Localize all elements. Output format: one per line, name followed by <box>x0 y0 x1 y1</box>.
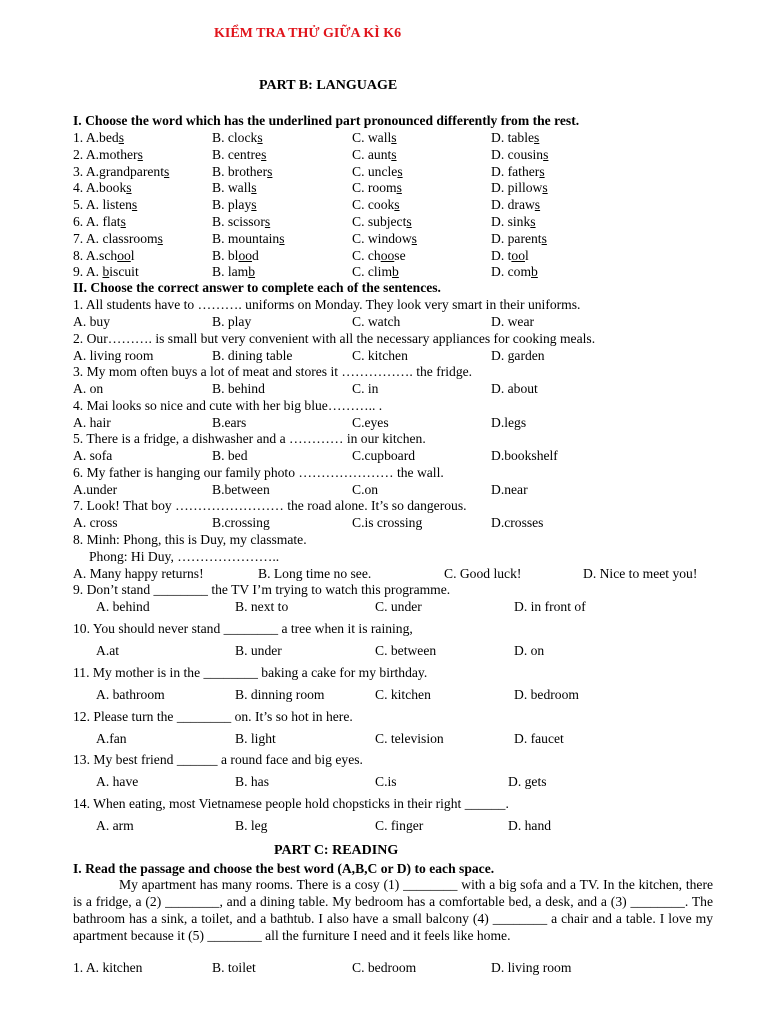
option-text: C. room <box>352 180 397 196</box>
underlined-part: s <box>261 146 267 162</box>
option-a[interactable] <box>73 164 169 180</box>
option-c[interactable]: C. watch <box>352 314 401 329</box>
option-b[interactable]: B. next to <box>235 599 289 614</box>
option-d[interactable]: D. on <box>514 643 545 658</box>
option-b[interactable] <box>212 264 255 280</box>
option-text: 9. A. <box>73 264 103 280</box>
option-text: C. cook <box>352 197 395 213</box>
answers-14 <box>96 818 768 835</box>
question-2: 2. Our………. is small but very convenient with all the necessary appliances for cooking meals. <box>73 331 596 346</box>
option-c[interactable]: C. under <box>375 599 422 614</box>
pronunciation-question-7 <box>73 231 753 248</box>
option-c[interactable]: C. television <box>375 731 444 746</box>
option-b[interactable]: B. play <box>212 314 252 329</box>
answers-5 <box>73 448 753 465</box>
underlined-part: s <box>543 146 549 162</box>
option-c[interactable]: C. finger <box>375 818 424 833</box>
option-d[interactable]: D. garden <box>491 348 545 363</box>
underlined-part: s <box>391 146 397 162</box>
option-c[interactable]: C. Good luck! <box>444 566 522 581</box>
underlined-part: s <box>251 180 257 196</box>
question-7: 7. Look! That boy …………………… the road alone. It’s so dangerous. <box>73 498 467 513</box>
underlined-part: s <box>257 130 263 145</box>
option-text: 7. A. classroom <box>73 230 158 246</box>
option-a[interactable]: A.fan <box>96 731 127 746</box>
underlined-part: s <box>542 180 548 196</box>
option-text: D. father <box>491 163 540 179</box>
option-text: D. draw <box>491 197 535 213</box>
underlined-part: s <box>157 230 163 246</box>
option-b[interactable]: B. dining table <box>212 348 293 363</box>
answers-2 <box>73 348 753 365</box>
part-b-heading: PART B: LANGUAGE <box>259 78 398 93</box>
option-b[interactable]: B. leg <box>235 818 268 833</box>
option-a[interactable]: A. have <box>96 774 139 789</box>
option-text: 8. A.sch <box>73 247 118 263</box>
option-a[interactable]: A. sofa <box>73 448 113 463</box>
option-text: C. clim <box>352 264 393 280</box>
option-c[interactable]: C. kitchen <box>375 687 431 702</box>
underlined-part: s <box>279 230 285 246</box>
option-d[interactable]: D. bedroom <box>514 687 579 702</box>
underlined-part: s <box>391 130 397 145</box>
option-text: 4. A.book <box>73 180 127 196</box>
option-d[interactable]: D. faucet <box>514 731 564 746</box>
option-c[interactable] <box>352 264 399 280</box>
option-d[interactable] <box>491 264 538 280</box>
option-b[interactable]: B. has <box>235 774 269 789</box>
option-b[interactable]: B. under <box>235 643 282 658</box>
option-d[interactable]: D.bookshelf <box>491 448 558 463</box>
option-a[interactable] <box>73 231 163 247</box>
option-text: D. table <box>491 130 535 145</box>
page-title: KIỂM TRA THỬ GIỮA KÌ K6 <box>214 26 402 41</box>
option-c[interactable] <box>352 197 400 213</box>
option-d[interactable] <box>491 231 547 247</box>
option-a[interactable]: A. cross <box>73 515 118 530</box>
option-d[interactable]: D. living room <box>491 960 572 975</box>
option-a[interactable]: A. Many happy returns! <box>73 566 204 581</box>
option-c[interactable]: C. bedroom <box>352 960 417 975</box>
option-a[interactable] <box>73 147 143 163</box>
option-c[interactable]: C.cupboard <box>352 448 416 463</box>
option-text: 6. A. flat <box>73 214 121 229</box>
option-b[interactable]: B.crossing <box>212 515 270 530</box>
option-d[interactable]: D.crosses <box>491 515 544 530</box>
option-text: B. centre <box>212 146 262 162</box>
question-3: 3. My mom often buys a lot of meat and stores it ……………. the fridge. <box>73 364 473 379</box>
reading-answers-1 <box>73 960 753 977</box>
underlined-part: s <box>541 230 547 246</box>
option-b[interactable]: B. dinning room <box>235 687 325 702</box>
answers-6 <box>73 482 753 499</box>
option-b[interactable] <box>212 180 257 196</box>
option-a[interactable] <box>73 264 139 280</box>
option-d[interactable] <box>491 214 536 230</box>
option-c[interactable]: C.is crossing <box>352 515 423 530</box>
option-c[interactable] <box>352 231 417 247</box>
underlined-part: s <box>251 197 257 213</box>
option-text: C. subject <box>352 214 407 229</box>
option-c[interactable] <box>352 164 403 180</box>
question-14: 14. When eating, most Vietnamese people hold chopsticks in their right ______. <box>73 796 509 811</box>
option-text: 1. A.bed <box>73 130 119 145</box>
option-d[interactable]: D. wear <box>491 314 535 329</box>
underlined-part: oo <box>511 247 525 263</box>
question-4: 4. Mai looks so nice and cute with her big blue……….. . <box>73 398 383 413</box>
answers-3 <box>73 381 753 398</box>
question-9: 9. Don’t stand ________ the TV I’m trying to watch this programme. <box>73 582 451 597</box>
option-b[interactable] <box>212 130 263 146</box>
option-text: C. aunt <box>352 146 392 162</box>
option-text-end: l <box>524 247 529 263</box>
option-b[interactable]: B. light <box>235 731 276 746</box>
underlined-part: b <box>248 264 256 280</box>
underlined-part: b <box>102 264 110 280</box>
answers-11 <box>96 687 768 704</box>
option-b[interactable] <box>212 147 266 163</box>
question-5: 5. There is a fridge, a dishwasher and a ………… in our kitchen. <box>73 431 426 446</box>
option-d[interactable]: D. hand <box>508 818 552 833</box>
underlined-part: s <box>411 230 417 246</box>
option-b[interactable]: B. Long time no see. <box>258 566 372 581</box>
option-b[interactable] <box>212 164 272 180</box>
question-12: 12. Please turn the ________ on. It’s so hot in here. <box>73 709 353 724</box>
option-d[interactable] <box>491 180 548 196</box>
underlined-part: s <box>118 130 124 145</box>
pronunciation-question-4 <box>73 180 753 197</box>
option-c[interactable]: C.on <box>352 482 379 497</box>
option-d[interactable]: D.near <box>491 482 528 497</box>
pronunciation-question-8 <box>73 248 753 265</box>
option-b[interactable]: B.between <box>212 482 270 497</box>
option-text: 5. A. listen <box>73 197 132 213</box>
option-b[interactable] <box>212 248 259 264</box>
option-c[interactable]: C.eyes <box>352 415 389 430</box>
answers-8 <box>73 566 753 583</box>
option-d[interactable] <box>491 147 548 163</box>
option-text: 2. A.mother <box>73 146 138 162</box>
option-a[interactable]: A. behind <box>96 599 150 614</box>
option-b[interactable] <box>212 197 257 213</box>
question-6: 6. My father is hanging our family photo ………………… the wall. <box>73 465 444 480</box>
reading-passage <box>73 876 713 944</box>
option-c[interactable] <box>352 130 397 146</box>
option-d[interactable]: D.legs <box>491 415 527 430</box>
underlined-part: oo <box>238 247 253 263</box>
option-text: D. parent <box>491 230 542 246</box>
underlined-part: s <box>534 130 540 145</box>
option-c[interactable] <box>352 147 397 163</box>
underlined-part: s <box>394 197 400 213</box>
option-text: B. mountain <box>212 230 280 246</box>
pronunciation-question-2 <box>73 147 753 164</box>
underlined-part: s <box>267 163 273 179</box>
option-a[interactable] <box>73 180 132 196</box>
section-1-heading: I. Choose the word which has the underlined part pronounced differently from the rest. <box>73 113 580 128</box>
option-b[interactable]: B. toilet <box>212 960 256 975</box>
answers-9 <box>96 599 768 616</box>
option-c[interactable]: C. between <box>375 643 437 658</box>
answers-4 <box>73 415 753 432</box>
option-a[interactable]: 1. A. kitchen <box>73 960 143 975</box>
underlined-part: s <box>406 214 412 229</box>
underlined-part: s <box>126 180 132 196</box>
option-a[interactable]: A. living room <box>73 348 154 363</box>
option-b[interactable]: B. behind <box>212 381 265 396</box>
option-text: C. uncle <box>352 163 398 179</box>
underlined-part: s <box>534 197 541 213</box>
passage-text: My apartment has many rooms. There is a cosy (1) ________ with a big sofa and a TV. In the kitchen, there is a fridge, a (2) ________, and a dining table. My bedroom has a comfortable bed, a desk, and a (3) ________. The bathroom has a sink, a toilet, and a bathtub. I also have a small balcony (4) ________ a chair and a table. I love my apartment because it (5) ________ all the furniture I need and it feels like home. <box>73 877 713 943</box>
option-c[interactable]: C. in <box>352 381 379 396</box>
option-d[interactable] <box>491 197 540 213</box>
option-text: B. wall <box>212 180 252 196</box>
pronunciation-question-3 <box>73 164 753 181</box>
underlined-part: b <box>531 264 538 280</box>
question-11: 11. My mother is in the ________ baking a cake for my birthday. <box>73 665 428 680</box>
answers-7 <box>73 515 753 532</box>
option-text: D. pillow <box>491 180 543 196</box>
question-10: 10. You should never stand ________ a tree when it is raining, <box>73 621 413 636</box>
pronunciation-question-9 <box>73 264 753 281</box>
section-2-heading: II. Choose the correct answer to complete each of the sentences. <box>73 280 441 295</box>
option-text-end: iscuit <box>109 264 139 280</box>
option-d[interactable]: D. in front of <box>514 599 586 614</box>
option-text: D. cousin <box>491 146 544 162</box>
underlined-part: s <box>530 214 536 229</box>
reading-section-heading: I. Read the passage and choose the best word (A,B,C or D) to each space. <box>73 861 495 876</box>
underlined-part: s <box>163 163 170 179</box>
option-c[interactable] <box>352 180 402 196</box>
option-a[interactable]: A. bathroom <box>96 687 165 702</box>
underlined-part: oo <box>380 247 395 263</box>
option-d[interactable] <box>491 248 529 264</box>
option-d[interactable]: D. Nice to meet you! <box>583 566 698 581</box>
option-text: B. scissor <box>212 214 265 229</box>
option-text-end: d <box>252 247 259 263</box>
option-text: B. lam <box>212 264 249 280</box>
option-text: B. brother <box>212 163 268 179</box>
option-a[interactable]: A. arm <box>96 818 134 833</box>
option-c[interactable]: C. kitchen <box>352 348 408 363</box>
option-a[interactable] <box>73 214 126 230</box>
option-a[interactable]: A. buy <box>73 314 111 329</box>
option-text: B. play <box>212 197 252 213</box>
option-text: B. bl <box>212 247 239 263</box>
pronunciation-question-5 <box>73 197 753 214</box>
option-a[interactable]: A.under <box>73 482 118 497</box>
underlined-part: oo <box>117 247 131 263</box>
option-b[interactable] <box>212 231 285 247</box>
option-text: C. window <box>352 230 412 246</box>
underlined-part: s <box>264 214 271 229</box>
option-text: D. com <box>491 264 532 280</box>
option-d[interactable]: D. gets <box>508 774 547 789</box>
answers-12 <box>96 731 768 748</box>
option-a[interactable] <box>73 197 137 213</box>
option-c[interactable]: C.is <box>375 774 397 789</box>
answers-13 <box>96 774 768 791</box>
option-text: D. t <box>491 247 512 263</box>
option-a[interactable]: A. hair <box>73 415 111 430</box>
underlined-part: s <box>397 163 403 179</box>
option-a[interactable] <box>73 130 124 146</box>
underlined-part: s <box>137 146 143 162</box>
option-text-end: l <box>130 247 135 263</box>
part-c-heading: PART C: READING <box>274 843 399 858</box>
option-a[interactable] <box>73 248 135 264</box>
option-c[interactable] <box>352 214 412 230</box>
answers-10 <box>96 643 768 660</box>
question-8: 8. Minh: Phong, this is Duy, my classmate. <box>73 532 307 547</box>
underlined-part: s <box>396 180 402 196</box>
underlined-part: s <box>120 214 126 229</box>
option-text: D. sink <box>491 214 531 229</box>
question-1: 1. All students have to ………. uniforms on Monday. They look very smart in their uniforms. <box>73 297 581 312</box>
option-text: C. ch <box>352 247 381 263</box>
option-a[interactable]: A.at <box>96 643 120 658</box>
pronunciation-question-1 <box>73 130 753 147</box>
option-d[interactable] <box>491 130 539 146</box>
answers-1 <box>73 314 753 331</box>
option-d[interactable] <box>491 164 545 180</box>
option-text: 3. A.grandparent <box>73 163 164 179</box>
pronunciation-question-6 <box>73 214 753 231</box>
question-8-line-2: Phong: Hi Duy, ………………….. <box>89 549 280 564</box>
option-c[interactable] <box>352 248 406 264</box>
underlined-part: b <box>392 264 399 280</box>
option-text-end: se <box>394 247 406 263</box>
question-13: 13. My best friend ______ a round face and big eyes. <box>73 752 363 767</box>
underlined-part: s <box>131 197 138 213</box>
option-text: B. clock <box>212 130 258 145</box>
option-a[interactable]: A. on <box>73 381 104 396</box>
option-b[interactable]: B.ears <box>212 415 247 430</box>
option-b[interactable] <box>212 214 270 230</box>
option-b[interactable]: B. bed <box>212 448 248 463</box>
underlined-part: s <box>539 163 545 179</box>
option-text: C. wall <box>352 130 392 145</box>
option-d[interactable]: D. about <box>491 381 538 396</box>
